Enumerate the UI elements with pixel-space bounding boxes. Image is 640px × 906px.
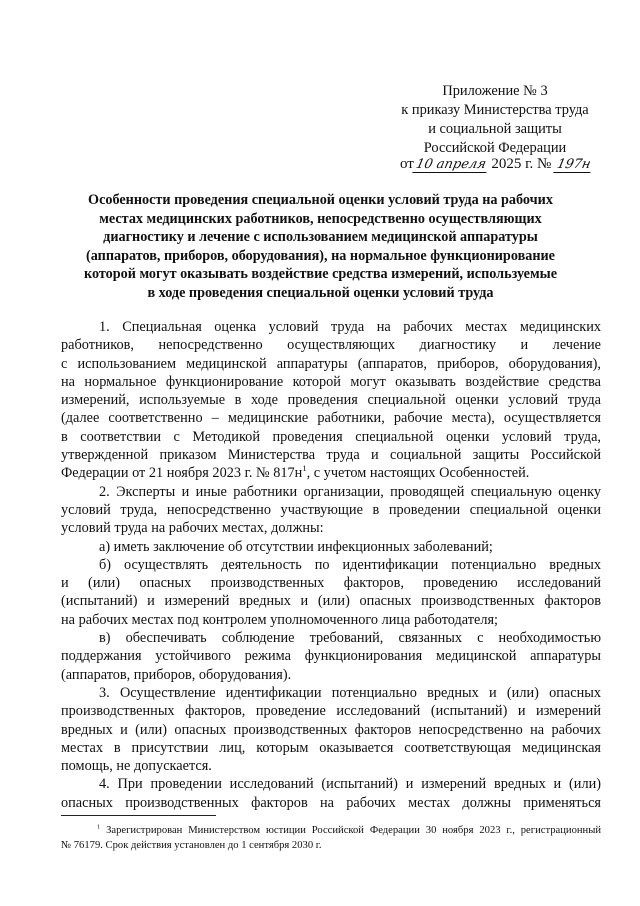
text-line: 2. Эксперты и иные работники организации, проводящей специальную оценку: [99, 483, 601, 500]
footnote-marker: 1: [97, 823, 101, 831]
text-line: помощь, не допускается.: [61, 758, 212, 775]
text-line: поддержания устойчивого режима функционирования медицинской аппаратуры: [61, 648, 601, 665]
text-line: и (или) опасных производственных факторов, проведению исследований: [61, 575, 601, 592]
date-prefix: от: [400, 156, 414, 172]
text-line: в соответствии с Методикой проведения специальной оценки условий труда,: [61, 428, 601, 445]
header-line: Российской Федерации: [423, 140, 567, 156]
text-line: вредных и (или) опасных производственных факторов непосредственно на рабочих: [61, 721, 601, 738]
text-line: местах в присутствии лиц, которым оказывается соответствующая медицинская: [61, 739, 601, 756]
header-line: и социальной защиты: [428, 121, 562, 137]
text-line: производственных факторов, проведение исследований (испытаний) и измерений: [61, 703, 601, 720]
text-line: [61, 464, 601, 482]
title-line: которой могут оказывать воздействие средства измерений, используемые: [83, 266, 558, 282]
text-line: условий труда на рабочих местах, должны:: [61, 520, 324, 537]
paragraph-b: [61, 556, 601, 629]
text-line: 3. Осуществление идентификации потенциально вредных и (или) опасных: [99, 684, 601, 701]
text-line: 1. Специальная оценка условий труда на рабочих местах медицинских: [99, 319, 601, 335]
handwritten-order-number: 197н: [553, 157, 594, 173]
footnote-divider: [61, 815, 216, 816]
text-line: утвержденной приказом Министерства труда и социальной защиты Российской: [61, 447, 601, 464]
text-line: (далее соответственно – медицинские работники, рабочие места), осуществляется: [61, 410, 601, 427]
text-line: б) осуществлять деятельность по идентификации потенциально вредных: [99, 556, 601, 573]
text-line: 4. При проведении исследований (испытаний) и измерений вредных и (или): [99, 776, 601, 793]
text-line: на нормальное функционирование которой могут оказывать воздействие средства: [61, 373, 601, 390]
year-number-label: 2025 г. №: [491, 156, 552, 172]
text-line: (аппаратов, приборов, оборудования).: [61, 666, 292, 683]
order-date-number: [400, 156, 615, 173]
text-line: работников, непосредственно осуществляющих диагностику и лечение: [61, 337, 601, 354]
text-line: опасных производственных факторов на рабочих местах должны применяться: [61, 794, 601, 811]
text-line: (испытаний) и измерений вредных и (или) опасных производственных факторов: [61, 593, 601, 610]
text-fragment: Федерации от 21 ноября 2023 г. № 817н: [61, 465, 303, 482]
document-body: [61, 318, 601, 812]
footnote-ref: 1: [302, 464, 307, 474]
footnote-line: № 76179. Срок действия установлен до 1 сентября 2030 г.: [61, 840, 322, 851]
paragraph-2: [61, 483, 601, 538]
handwritten-date: 10 апреля: [412, 157, 489, 173]
text-line: измерений, используемые в ходе проведения специальной оценки условий труда: [61, 392, 601, 409]
paragraph-3: [61, 684, 601, 775]
text-line: с использованием медицинской аппаратуры (аппаратов, приборов, оборудования),: [61, 355, 601, 372]
document-title: [68, 191, 573, 302]
title-line: (аппаратов, приборов, оборудования), на нормальное функционирование: [86, 247, 555, 264]
appendix-header: [380, 82, 610, 158]
header-line: Приложение № 3: [442, 83, 548, 99]
text-line: условий труда, непосредственно участвующие в проведении специальной оценки: [61, 501, 601, 518]
header-line: к приказу Министерства труда: [401, 102, 589, 118]
paragraph-v: [61, 629, 601, 684]
footnote-line: [61, 823, 601, 838]
footnote: [61, 823, 601, 853]
text-fragment: Зарегистрирован Министерством юстиции Российской Федерации 30 ноября 2023 г., регистрационный: [100, 825, 601, 836]
title-line: Особенности проведения специальной оценки условий труда на рабочих: [88, 192, 553, 208]
paragraph-a: [61, 538, 601, 556]
text-line: в) обеспечивать соблюдение требований, связанных с необходимостью: [99, 630, 601, 647]
text-line: а) иметь заключение об отсутствии инфекционных заболеваний;: [99, 538, 493, 555]
text-line: на рабочих местах под контролем уполномоченного лица работодателя;: [61, 611, 499, 628]
text-fragment: , с учетом настоящих Особенностей.: [306, 465, 530, 482]
paragraph-1: [61, 318, 601, 483]
paragraph-4: [61, 775, 601, 812]
title-line: диагностику и лечение с использованием медицинской аппаратуры: [103, 229, 538, 245]
title-line: в ходе проведения специальной оценки условий труда: [147, 284, 494, 301]
title-line: местах медицинских работников, непосредственно осуществляющих: [99, 210, 542, 227]
